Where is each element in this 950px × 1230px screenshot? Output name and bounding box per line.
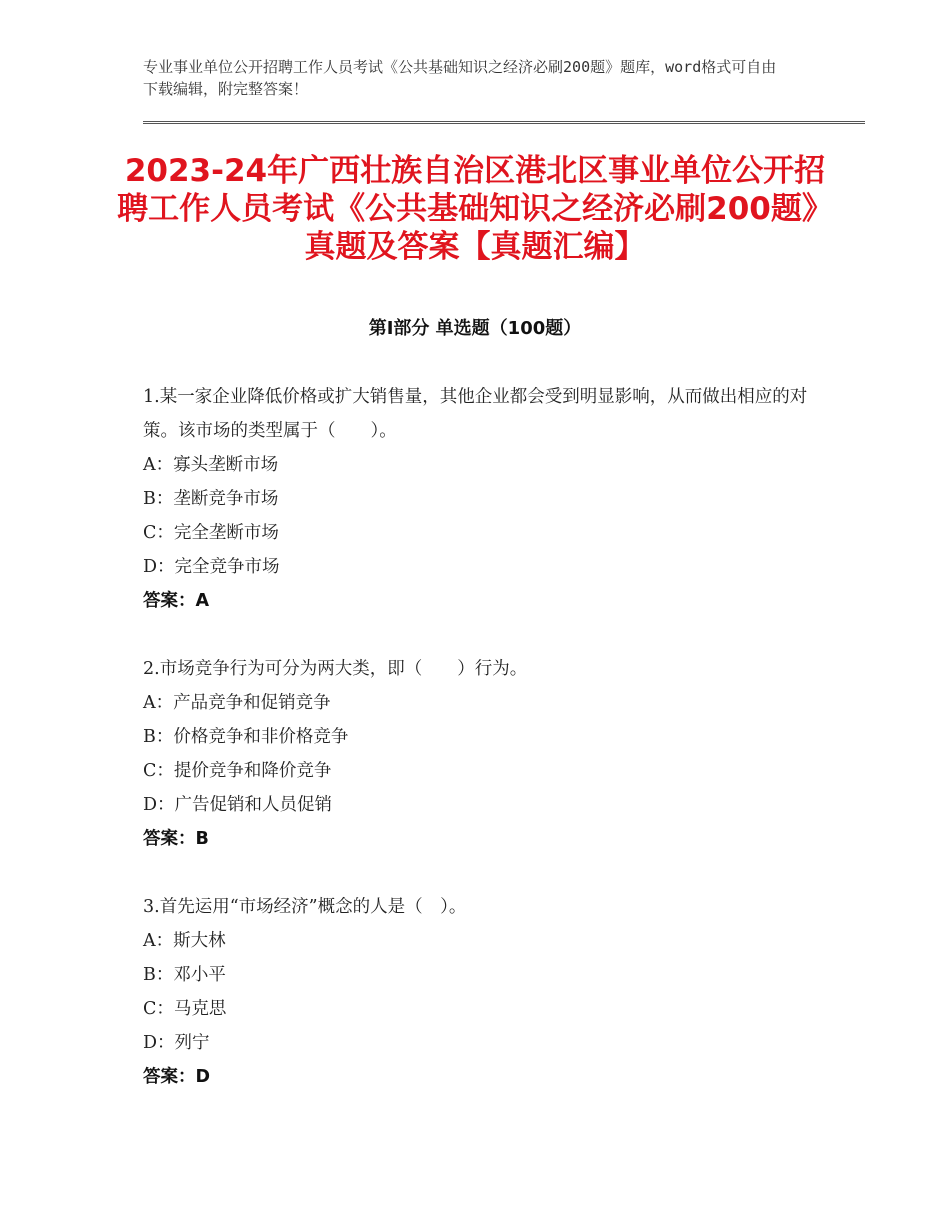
- question-list: [143, 380, 823, 1128]
- option-c: C：完全垄断市场: [143, 523, 279, 543]
- option-c: C：马克思: [143, 999, 227, 1019]
- question-item: [143, 380, 823, 618]
- question-item: [143, 652, 823, 856]
- answer-label: 答案：D: [143, 1067, 211, 1087]
- question-stem: 3.首先运用“市场经济”概念的人是（ ）。: [143, 897, 467, 917]
- question-stem: 2.市场竞争行为可分为两大类，即（ ）行为。: [143, 659, 528, 679]
- option-d: D：列宁: [143, 1033, 210, 1053]
- option-a: A：寡头垄断市场: [143, 455, 279, 475]
- header-divider: [143, 121, 865, 125]
- header-note: 专业事业单位公开招聘工作人员考试《公共基础知识之经济必刷200题》题库，word格式可自由下载编辑，附完整答案！: [143, 58, 777, 98]
- option-d: D：广告促销和人员促销: [143, 795, 333, 815]
- option-b: B：价格竞争和非价格竞争: [143, 727, 349, 747]
- question-stem: 1.某一家企业降低价格或扩大销售量，其他企业都会受到明显影响，从而做出相应的对策。该市场的类型属于（ ）。: [143, 387, 808, 441]
- question-item: [143, 890, 823, 1094]
- option-a: A：产品竞争和促销竞争: [143, 693, 331, 713]
- section-title: 第Ⅰ部分 单选题（100题）: [368, 318, 582, 339]
- option-d: D：完全竞争市场: [143, 557, 280, 577]
- answer-label: 答案：A: [143, 591, 210, 611]
- option-b: B：邓小平: [143, 965, 226, 985]
- document-title: 2023-24年广西壮族自治区港北区事业单位公开招聘工作人员考试《公共基础知识之经济必刷200题》真题及答案【真题汇编】: [117, 153, 833, 265]
- option-c: C：提价竞争和降价竞争: [143, 761, 332, 781]
- option-b: B：垄断竞争市场: [143, 489, 279, 509]
- answer-label: 答案：B: [143, 829, 209, 849]
- option-a: A：斯大林: [143, 931, 226, 951]
